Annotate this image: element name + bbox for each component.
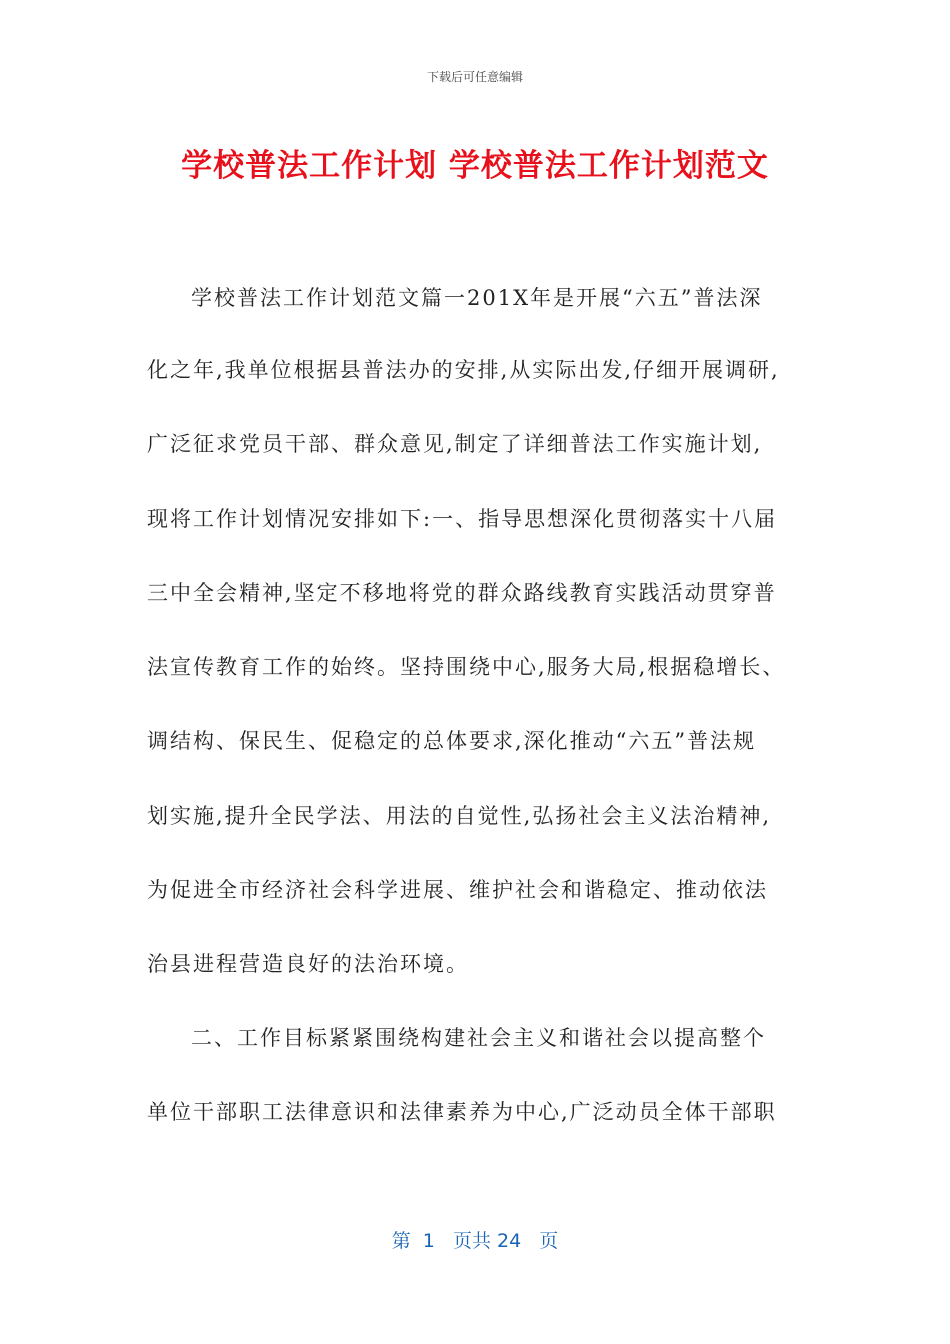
- paragraph-1-line-2: 化之年,我单位根据县普法办的安排,从实际出发,仔细开展调研,: [147, 358, 780, 382]
- page-footer: 第 1 页共 24 页: [391, 1230, 559, 1252]
- paragraph-1-line-9: 为促进全市经济社会科学进展、维护社会和谐稳定、推动依法: [147, 878, 768, 902]
- paragraph-1-line-7: 调结构、保民生、促稳定的总体要求,深化推动“六五”普法规: [147, 729, 757, 753]
- paragraph-1-line-8: 划实施,提升全民学法、用法的自觉性,弘扬社会主义法治精神,: [147, 804, 772, 828]
- paragraph-1-line-5: 三中全会精神,坚定不移地将党的群众路线教育实践活动贯穿普: [147, 581, 777, 605]
- paragraph-2-line-1: 二、工作目标紧紧围绕构建社会主义和谐社会以提高整个: [191, 1026, 766, 1050]
- paragraph-1-line-1: 学校普法工作计划范文篇一201X年是开展“六五”普法深: [191, 286, 763, 310]
- document-title: 学校普法工作计划 学校普法工作计划范文: [181, 148, 769, 184]
- paragraph-1-line-3: 广泛征求党员干部、群众意见,制定了详细普法工作实施计划,: [147, 432, 763, 456]
- paragraph-1-line-10: 治县进程营造良好的法治环境。: [147, 952, 469, 976]
- paragraph-1-line-6: 法宣传教育工作的始终。坚持围绕中心,服务大局,根据稳增长、: [147, 655, 786, 679]
- paragraph-2-line-2: 单位干部职工法律意识和法律素养为中心,广泛动员全体干部职: [147, 1100, 777, 1124]
- paragraph-1-line-4: 现将工作计划情况安排如下:一、指导思想深化贯彻落实十八届: [147, 507, 778, 531]
- header-note: 下载后可任意编辑: [426, 70, 523, 84]
